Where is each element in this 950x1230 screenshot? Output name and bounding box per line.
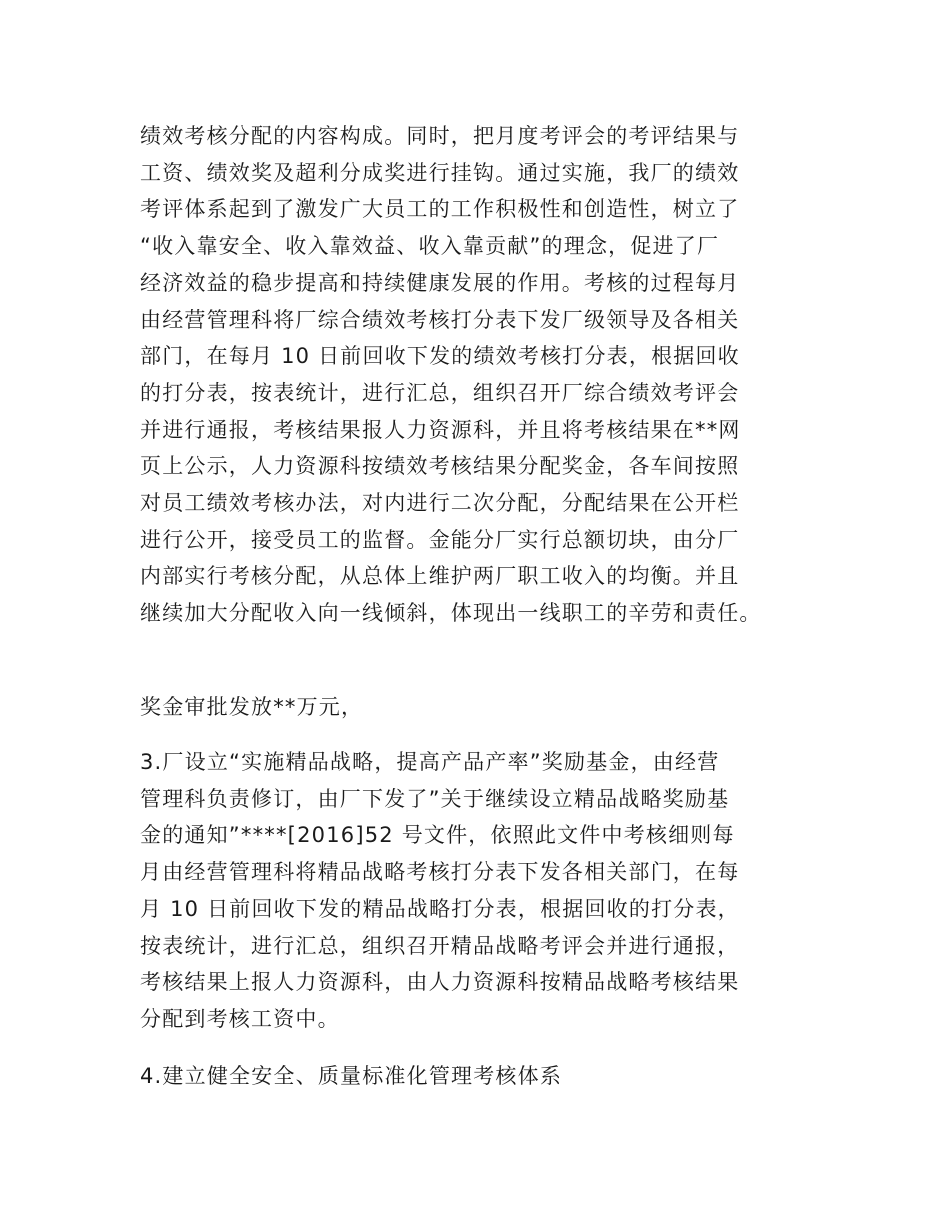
- section-heading-safety-quality: 4.建立健全安全、质量标准化管理考核体系: [140, 1064, 563, 1088]
- paragraph-bonus-approval: 奖金审批发放**万元，: [140, 695, 364, 719]
- paragraph-performance-evaluation: 绩效考核分配的内容构成。同时，把月度考评会的考评结果与 工资、绩效奖及超利分成奖进行挂钩。通过实施，我厂的绩效 考评体系起到了激发广大员工的工作积极性和创造性，树立了 “收入靠安全、收入靠效益、收入靠贡献”的理念，促进了厂 经济效益的稳步提高和持续健康发展的作用。考核的过程每月 由经营管理科将厂综合绩效考核打分表下发厂级领导及各相关 部门，在每月 10 日前回收下发的绩效考核打分表，根据回收 的打分表，按表统计，进行汇总，组织召开厂综合绩效考评会 并进行通报，考核结果报人力资源科，并且将考核结果在**网 页上公示，人力资源科按绩效考核结果分配奖金，各车间按照 对员工绩效考核办法，对内进行二次分配，分配结果在公开栏 进行公开，接受员工的监督。金能分厂实行总额切块，由分厂 内部实行考核分配，从总体上维护两厂职工收入的均衡。并且 继续加大分配收入向一线倾斜，体现出一线职工的辛劳和责任。: [140, 124, 762, 626]
- paragraph-quality-strategy-fund: 3.厂设立“实施精品战略，提高产品产率”奖励基金，由经营 管理科负责修订，由厂下发了”关于继续设立精品战略奖励基 金的通知”****[2016]52 号文件，依照此文件中考核细则每 月由经营管理科将精品战略考核打分表下发各相关部门，在每 月 10 日前回收下发的精品战略打分表，根据回收的打分表， 按表统计，进行汇总，组织召开精品战略考评会并进行通报， 考核结果上报人力资源科，由人力资源科按精品战略考核结果 分配到考核工资中。: [140, 750, 740, 1031]
